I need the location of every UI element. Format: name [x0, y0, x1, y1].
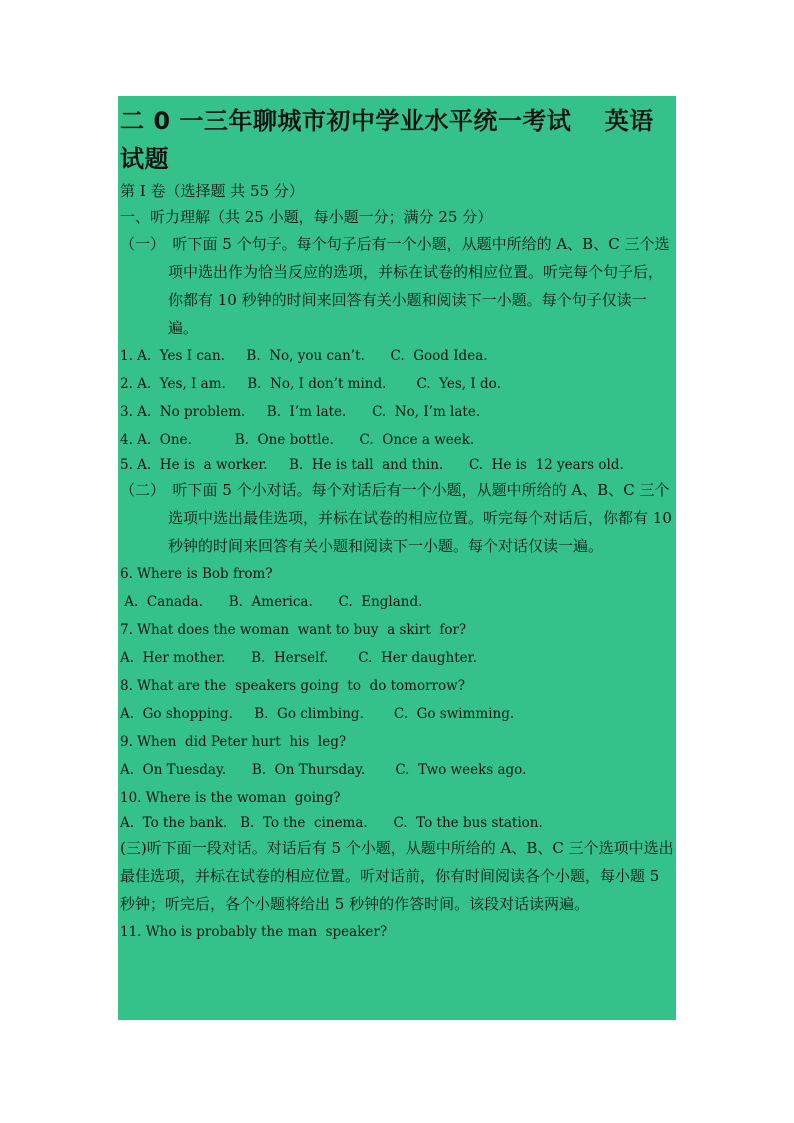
question-7-options: A. Her mother. B. Herself. C. Her daughter.: [120, 650, 477, 666]
question-9-options: A. On Tuesday. B. On Thursday. C. Two weeks ago.: [120, 762, 527, 778]
section2-instructions: （二） 听下面 5 个小对话。每个对话后有一个小题，从题中所给的 A、B、C 三个选项中选出最佳选项，并标在试卷的相应位置。听完每个对话后，你都有 10 秒钟的时间来回答有关小题和阅读下一小题。每个对话仅读一遍。: [120, 481, 672, 555]
question-6-options: A. Canada. B. America. C. England.: [120, 594, 423, 610]
section3-instructions: (三)听下面一段对话。对话后有 5 个小题，从题中所给的 A、B、C 三个选项中选出最佳选项，并标在试卷的相应位置。听对话前，你有时间阅读各个小题，每小题 5 秒钟；听完后，各个小题将给出 5 秒钟的作答时间。该段对话读两遍。: [120, 839, 674, 913]
question-6: 6. Where is Bob from?: [120, 566, 273, 582]
question-7: 7. What does the woman want to buy a skirt for?: [120, 622, 467, 638]
question-8: 8. What are the speakers going to do tomorrow?: [120, 678, 465, 694]
question-11: 11. Who is probably the man speaker?: [120, 924, 388, 940]
exam-page: [118, 96, 676, 1020]
volume-heading: 第 I 卷（选择题 共 55 分）: [120, 182, 304, 200]
question-4: 4. A. One. B. One bottle. C. Once a week.: [120, 432, 475, 448]
question-1: 1. A. Yes I can. B. No, you can’t. C. Good Idea.: [120, 348, 488, 364]
question-8-options: A. Go shopping. B. Go climbing. C. Go swimming.: [120, 706, 515, 722]
part-heading: 一、听力理解（共 25 小题，每小题一分；满分 25 分）: [120, 208, 493, 226]
question-5: 5. A. He is a worker. B. He is tall and thin. C. He is 12 years old.: [120, 457, 624, 473]
question-2: 2. A. Yes, I am. B. No, I don’t mind. C. Yes, I do.: [120, 376, 501, 392]
question-9: 9. When did Peter hurt his leg?: [120, 734, 347, 750]
section1-instructions: （一） 听下面 5 个句子。每个句子后有一个小题，从题中所给的 A、B、C 三个选项中选出作为恰当反应的选项，并标在试卷的相应位置。听完每个句子后，你都有 10 秒钟的时间来回答有关小题和阅读下一小题。每个句子仅读一遍。: [120, 235, 670, 337]
page-title: 二 0 一三年聊城市初中学业水平统一考试 英语试题: [120, 107, 654, 173]
question-3: 3. A. No problem. B. I’m late. C. No, I’m late.: [120, 404, 481, 420]
question-10-options: A. To the bank. B. To the cinema. C. To the bus station.: [120, 815, 543, 831]
question-10: 10. Where is the woman going?: [120, 790, 341, 806]
